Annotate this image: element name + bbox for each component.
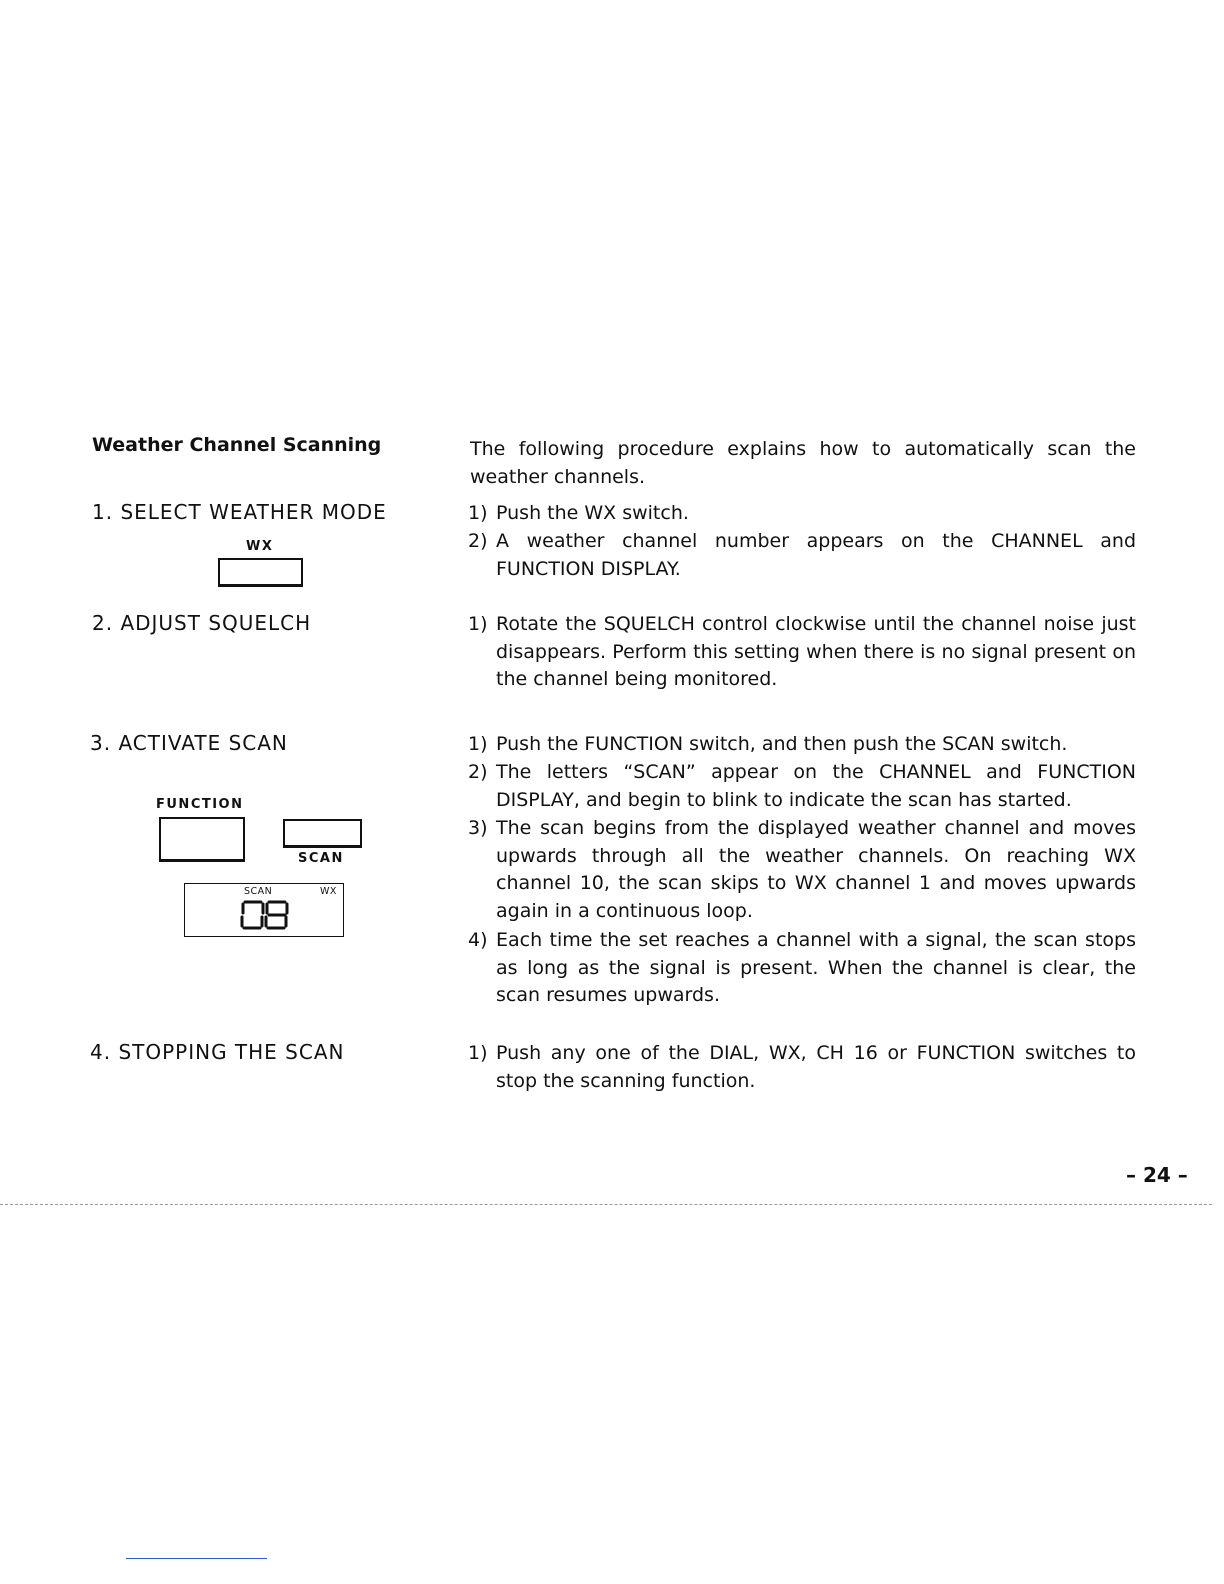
step-1-item-2: 2) A weather channel number appears on the CHANNEL and FUNCTION DISPLAY. xyxy=(468,530,1136,580)
step-1-heading: 1. SELECT WEATHER MODE xyxy=(92,500,387,524)
lcd-channel-digits xyxy=(185,884,343,936)
step-4-item-1: 1) Push any one of the DIAL, WX, CH 16 or FUNCTION switches to stop the scanning function. xyxy=(468,1042,1136,1092)
step-2-item-1: 1) Rotate the SQUELCH control clockwise until the channel noise just disappears. Perform this setting when there is no signal present on the channel being monitored. xyxy=(468,613,1136,690)
scan-switch xyxy=(283,819,362,848)
scan-switch-label: SCAN xyxy=(298,851,344,866)
footnote-rule xyxy=(126,1558,267,1559)
step-1-item-1: 1) Push the WX switch. xyxy=(468,502,689,524)
channel-function-display xyxy=(184,883,344,937)
step-2-heading: 2. ADJUST SQUELCH xyxy=(92,611,312,635)
step-3-item-1: 1) Push the FUNCTION switch, and then push the SCAN switch. xyxy=(468,733,1068,755)
step-3-item-4: 4) Each time the set reaches a channel with a signal, the scan stops as long as the signal is present. When the channel is clear, the scan resumes upwards. xyxy=(468,929,1136,1006)
section-title: Weather Channel Scanning xyxy=(92,434,382,456)
intro-paragraph: The following procedure explains how to automatically scan the weather channels. xyxy=(470,438,1136,488)
lcd-scan-indicator: SCAN xyxy=(244,886,273,897)
function-switch-label: FUNCTION xyxy=(156,797,244,812)
step-4-heading: 4. STOPPING THE SCAN xyxy=(90,1040,345,1064)
wx-switch xyxy=(218,558,303,587)
function-switch xyxy=(159,817,245,862)
step-3-item-2: 2) The letters “SCAN” appear on the CHANNEL and FUNCTION DISPLAY, and begin to blink to indicate the scan has started. xyxy=(468,761,1136,811)
lcd-wx-indicator: WX xyxy=(320,886,337,897)
page-number: – 24 – xyxy=(1126,1163,1188,1187)
step-3-item-3: 3) The scan begins from the displayed weather channel and moves upwards through all the weather channels. On reaching WX channel 10, the scan skips to WX channel 1 and moves upwards again in a continuous loop. xyxy=(468,817,1136,922)
page-bottom-rule xyxy=(0,1204,1212,1205)
wx-switch-label: WX xyxy=(246,539,274,554)
step-3-heading: 3. ACTIVATE SCAN xyxy=(90,731,288,755)
